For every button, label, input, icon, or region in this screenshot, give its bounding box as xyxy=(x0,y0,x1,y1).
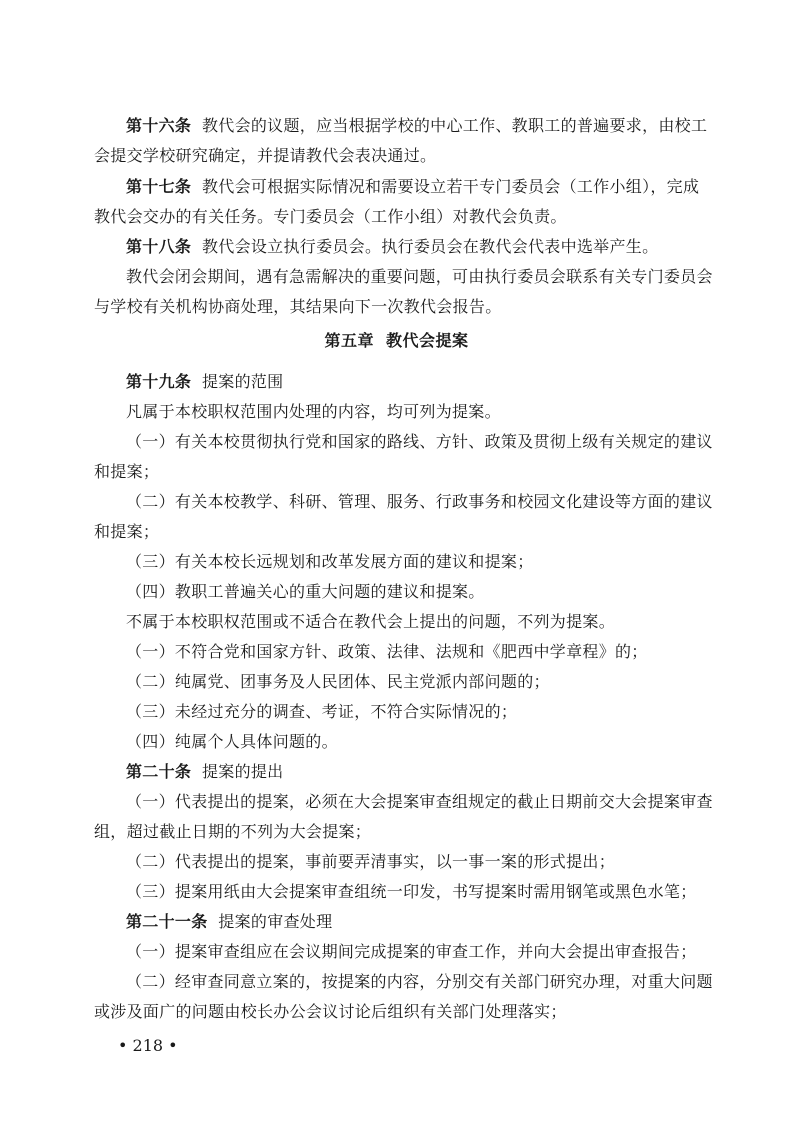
article-21-heading: 提案的审查处理 xyxy=(218,912,333,931)
list-item: 和提案； xyxy=(94,522,160,541)
list-item: （一）代表提出的提案，必须在大会提案审查组规定的截止日期前交大会提案审查 xyxy=(126,792,713,811)
chapter-heading xyxy=(0,330,793,352)
list-item: （一）不符合党和国家方针、政策、法律、法规和《肥西中学章程》的； xyxy=(126,642,648,661)
article-16-title: 第十六条 xyxy=(126,116,192,135)
list-item: （四）教职工普遍关心的重大问题的建议和提案。 xyxy=(126,582,485,601)
article-17-line-2: 教代会交办的有关任务。专门委员会（工作小组）对教代会负责。 xyxy=(94,207,567,226)
list-item: 和提案； xyxy=(94,462,160,481)
article-16-line-2: 会提交学校研究确定，并提请教代会表决通过。 xyxy=(94,146,437,165)
list-item: 或涉及面广的问题由校长办公会议讨论后组织有关部门处理落实； xyxy=(94,1002,567,1021)
article-16-text: 教代会的议题，应当根据学校的中心工作、教职工的普遍要求，由校工 xyxy=(201,116,708,135)
chapter-number: 第五章 xyxy=(324,331,374,350)
article-18-para-line-2: 与学校有关机构协商处理，其结果向下一次教代会报告。 xyxy=(94,297,502,316)
article-18-line-1 xyxy=(126,236,658,258)
list-item: （二）纯属党、团事务及人民团体、民主党派内部问题的； xyxy=(126,672,550,691)
list-item: （一）有关本校贯彻执行党和国家的路线、方针、政策及贯彻上级有关规定的建议 xyxy=(126,432,713,451)
list-item: （二）有关本校教学、科研、管理、服务、行政事务和校园文化建设等方面的建议 xyxy=(126,492,713,511)
article-17-text: 教代会可根据实际情况和需要设立若干专门委员会（工作小组），完成 xyxy=(201,177,700,196)
article-17-title: 第十七条 xyxy=(126,177,192,196)
list-item: （二）经审查同意立案的，按提案的内容，分别交有关部门研究办理，对重大问题 xyxy=(126,972,713,991)
article-19-exclusion-intro: 不属于本校职权范围或不适合在教代会上提出的问题，不列为提案。 xyxy=(126,612,616,631)
list-item: （二）代表提出的提案，事前要弄清事实，以一事一案的形式提出； xyxy=(126,852,616,871)
list-item: （三）有关本校长远规划和改革发展方面的建议和提案； xyxy=(126,552,534,571)
list-item: （三）提案用纸由大会提案审查组统一印发，书写提案时需用钢笔或黑色水笔； xyxy=(126,882,697,901)
list-item: （四）纯属个人具体问题的。 xyxy=(126,732,338,751)
article-21-title-line xyxy=(126,911,332,933)
article-18-para-line-1: 教代会闭会期间，遇有急需解决的重要问题，可由执行委员会联系有关专门委员会 xyxy=(126,267,713,286)
article-19-title: 第十九条 xyxy=(126,372,192,391)
article-18-text: 教代会设立执行委员会。执行委员会在教代会代表中选举产生。 xyxy=(201,237,659,256)
chapter-title: 教代会提案 xyxy=(386,331,469,350)
article-21-title: 第二十一条 xyxy=(126,912,208,931)
article-19-heading: 提案的范围 xyxy=(201,372,284,391)
article-19-intro: 凡属于本校职权范围内处理的内容，均可列为提案。 xyxy=(126,402,501,421)
article-17-line-1 xyxy=(126,176,699,198)
article-19-title-line xyxy=(126,371,284,393)
article-20-title-line xyxy=(126,761,284,783)
list-item: 组，超过截止日期的不列为大会提案； xyxy=(94,822,372,841)
page-number: • 218 • xyxy=(118,1036,178,1055)
list-item: （一）提案审查组应在会议期间完成提案的审查工作，并向大会提出审查报告； xyxy=(126,942,697,961)
article-18-title: 第十八条 xyxy=(126,237,192,256)
article-20-title: 第二十条 xyxy=(126,762,192,781)
article-16-line-1 xyxy=(126,115,707,137)
list-item: （三）未经过充分的调查、考证，不符合实际情况的； xyxy=(126,702,518,721)
article-20-heading: 提案的提出 xyxy=(201,762,284,781)
